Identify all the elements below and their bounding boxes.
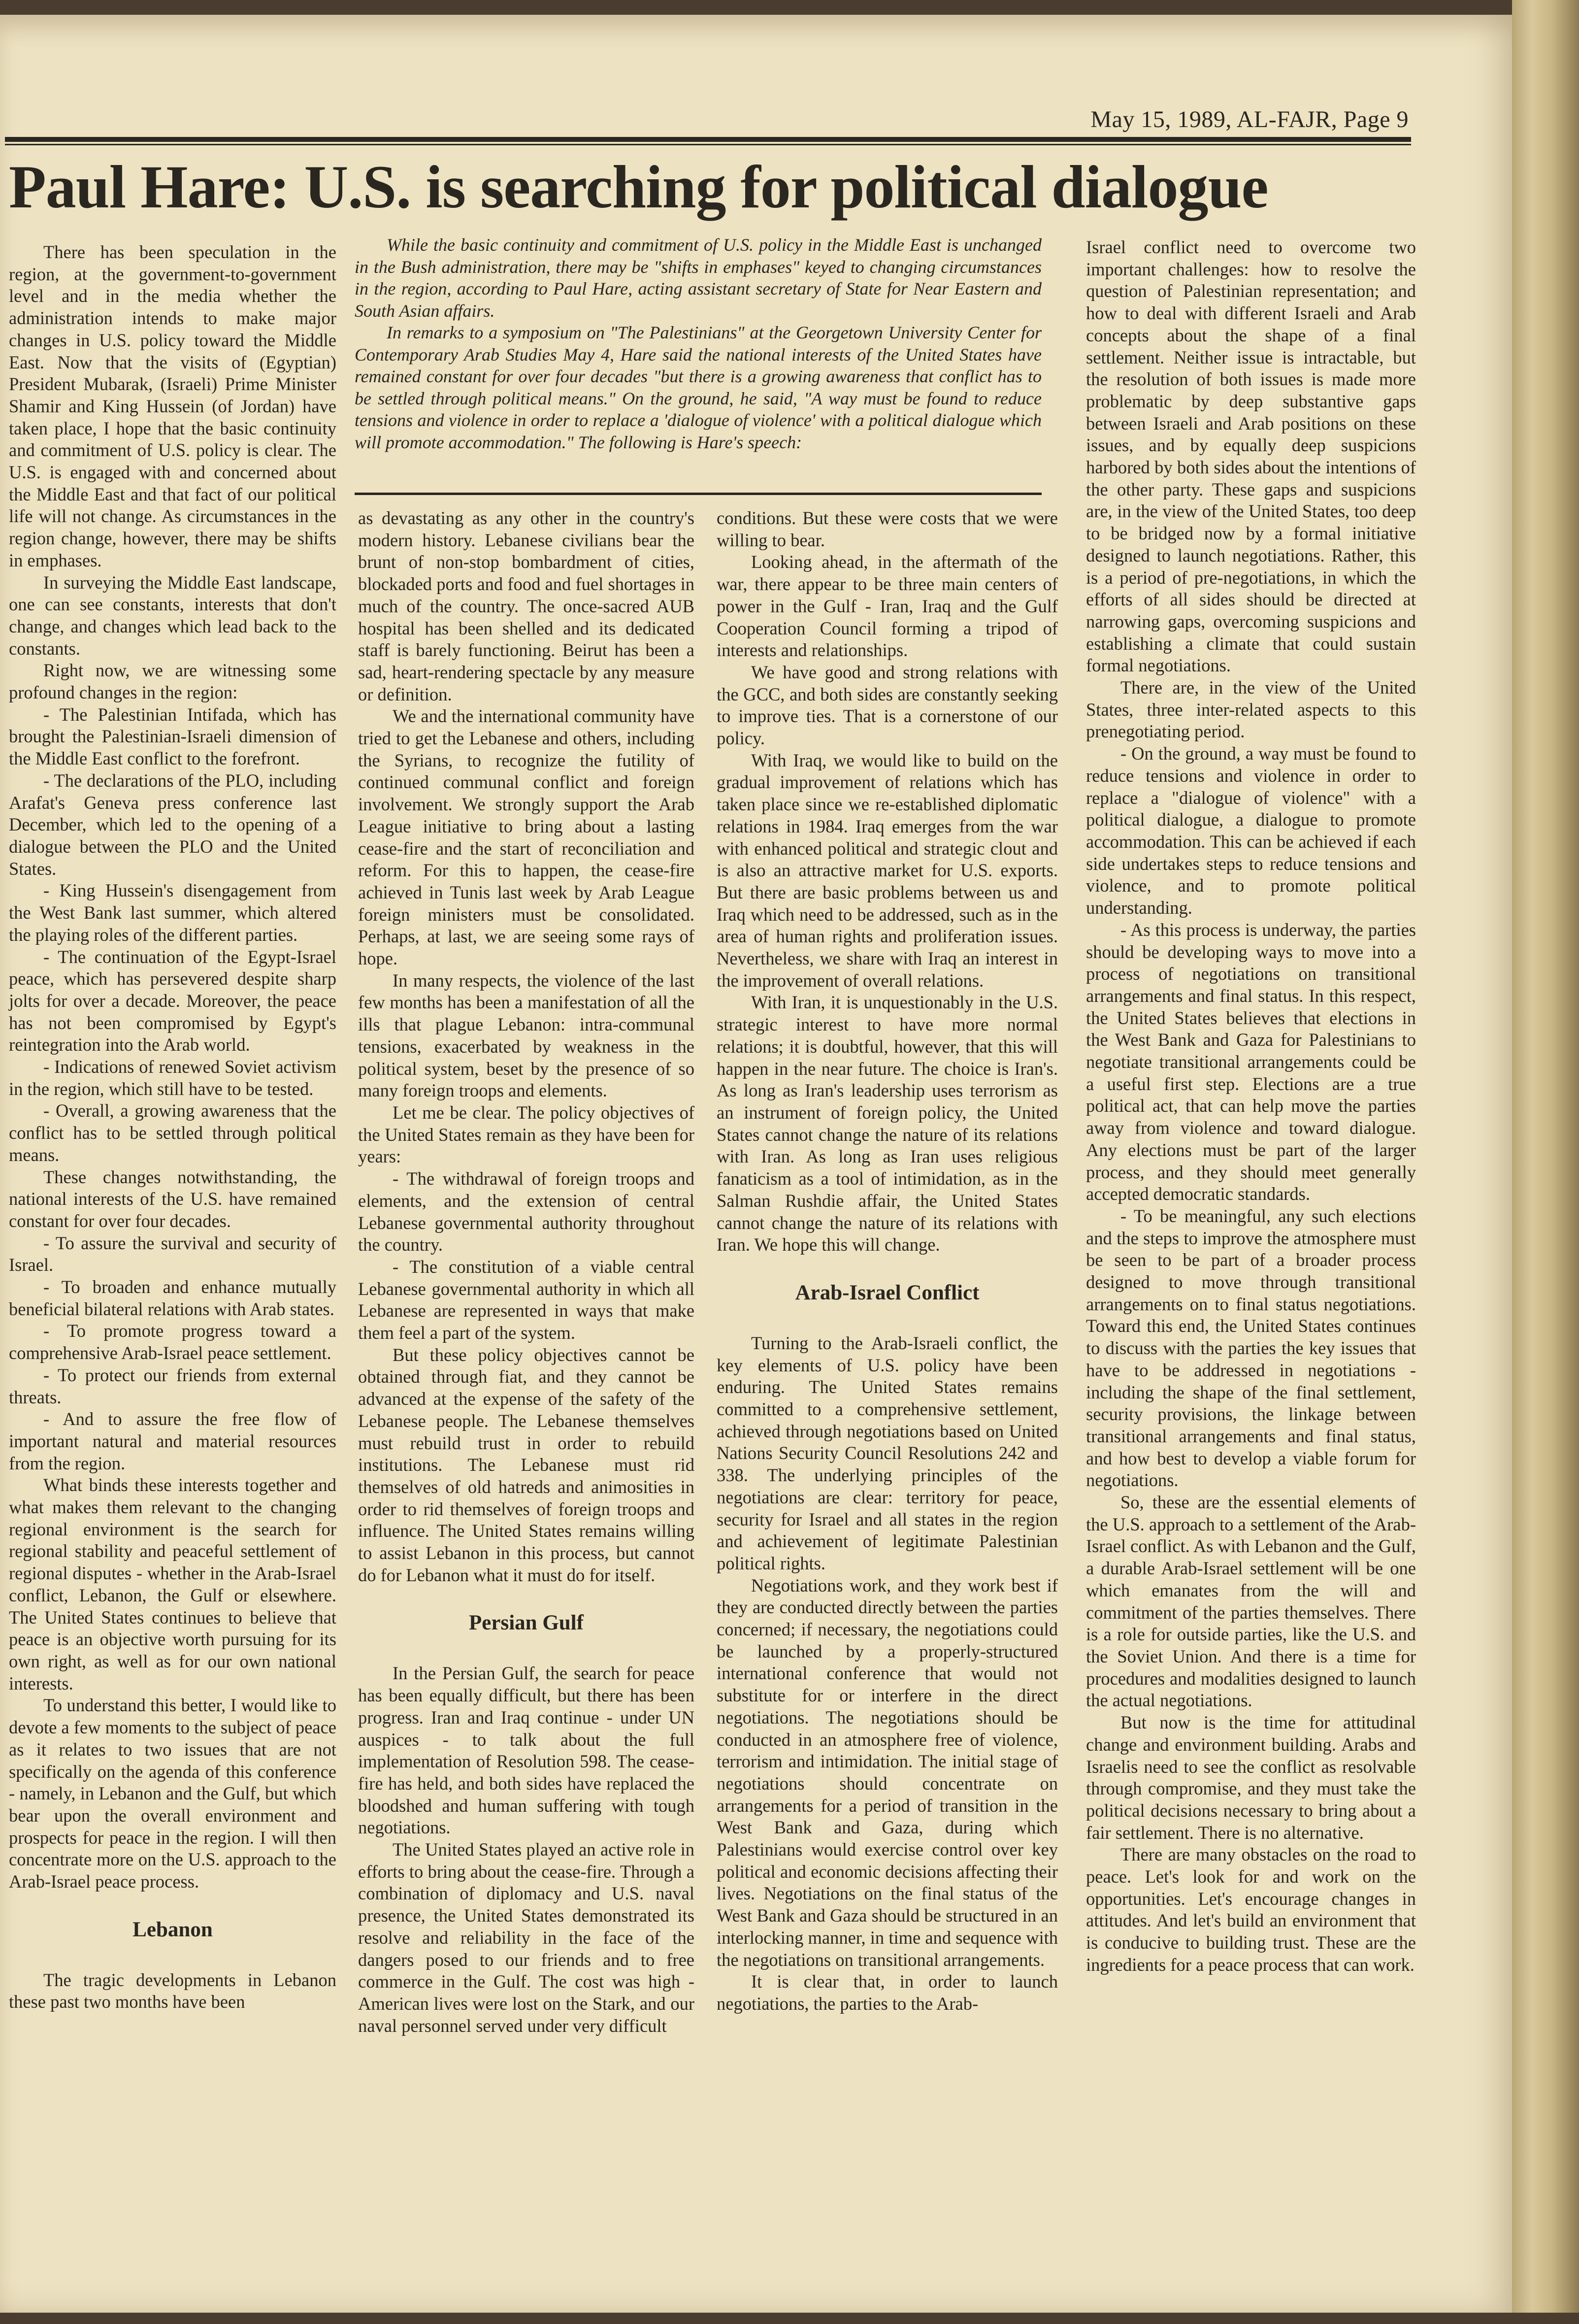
article-paragraph: - To assure the survival and security of Israel. bbox=[9, 1232, 336, 1275]
page-folio: May 15, 1989, AL-FAJR, Page 9 bbox=[1090, 106, 1409, 133]
section-heading: Arab-Israel Conflict bbox=[795, 1281, 980, 1304]
article-paragraph: With Iran, it is unquestionably in the U.S. strategic interest to have more normal relations; it is doubtful, however, that this will happen in the near future. The choice is Iran's. As long as Iran's leadership uses terrorism as an instrument of foreign policy, the United States cannot change the nature of its relations with Iran. As long as Iran uses religious fanaticism as a tool of intimidation, as in the Salman Rushdie affair, the United States cannot change the nature of its relations with Iran. We hope this will change. bbox=[717, 992, 1058, 1255]
headline: Paul Hare: U.S. is searching for political dialogue bbox=[9, 153, 1268, 221]
article-paragraph: Negotiations work, and they work best if they are conducted directly between the parties concerned; if necessary, the negotiations could be launched by a properly-structured international conference that would not substitute for or interfere in the direct negotiations. The negotiations should be conducted in an atmosphere free of violence, terrorism and intimidation. The initial stage of negotiations should concentrate on arrangements for a period of transition in the West Bank and Gaza, during which Palestinians would exercise control over key political and economic decisions affecting their lives. Negotiations on the final status of the West Bank and Gaza should be structured in an interlocking manner, in time and sequence with the negotiations on transitional arrangements. bbox=[717, 1575, 1058, 1970]
scan-bottom-edge bbox=[0, 2313, 1579, 2324]
article-paragraph: - To protect our friends from external threats. bbox=[9, 1364, 336, 1407]
article-paragraph: - The constitution of a viable central Lebanese governmental authority in which all Lebanese are represented in ways that make them feel a part of the system. bbox=[358, 1256, 694, 1343]
article-paragraph: - The continuation of the Egypt-Israel peace, which has persevered despite sharp jolts for over a decade. Moreover, the peace has not been compromised by Egypt's reintegration into the Arab world. bbox=[9, 946, 336, 1055]
article-paragraph: With Iraq, we would like to build on the gradual improvement of relations which has taken place since we re-established diplomatic relations in 1984. Iraq emerges from the war with enhanced political and strategic clout and is also an attractive market for U.S. exports. But there are basic problems between us and Iraq which need to be addressed, such as in the area of human rights and proliferation issues. Nevertheless, we share with Iraq an interest in the improvement of overall relations. bbox=[717, 750, 1058, 991]
article-paragraph: To understand this better, I would like to devote a few moments to the subject of peace as it relates to two issues that are not specifically on the agenda of this conference - namely, in Lebanon and the Gulf, but which bear upon the overall environment and prospects for peace in the region. I will then concentrate more on the U.S. approach to the Arab-Israel peace process. bbox=[9, 1695, 336, 1892]
section-heading: Lebanon bbox=[132, 1918, 213, 1941]
article-paragraph: - Indications of renewed Soviet activism in the region, which still have to be tested. bbox=[9, 1057, 336, 1099]
article-paragraph: These changes notwithstanding, the national interests of the U.S. have remained constant for over four decades. bbox=[9, 1166, 336, 1231]
article-paragraph: - As this process is underway, the parties should be developing ways to move into a process of negotiations on transitional arrangements and final status. In this respect, the United States believes that elections in the West Bank and Gaza for Palestinians to negotiate transitional arrangements could be a useful first step. Elections are a true political act, that can help move the parties away from violence and toward dialogue. Any elections must be part of the larger process, and they should meet generally accepted democratic standards. bbox=[1086, 919, 1416, 1204]
article-paragraph: There are many obstacles on the road to peace. Let's look for and work on the opportunities. Let's encourage changes in attitudes. And let's build an environment that is conducive to building trust. These are the ingredients for a peace process that can work. bbox=[1086, 1844, 1416, 1975]
article-paragraph: The tragic developments in Lebanon these past two months have been bbox=[9, 1969, 336, 2012]
intro-paragraph: In remarks to a symposium on "The Palestinians" at the Georgetown University Center for Contemporary Arab Studies May 4, Hare said the national interests of the United States have remained constant for over four decades "but there is a growing awareness that conflict has to be settled through political means." On the ground, he said, "A way must be found to reduce tensions and violence in order to replace a 'dialogue of violence' with a political dialogue which will promote accommodation." The following is Hare's speech: bbox=[355, 323, 1042, 452]
article-paragraph: There has been speculation in the region, at the government-to-government level and in the media whether the administration intends to make major changes in U.S. policy toward the Middle East. Now that the visits of (Egyptian) President Mubarak, (Israeli) Prime Minister Shamir and King Hussein (of Jordan) have taken place, I hope that the basic continuity and commitment of U.S. policy is clear. The U.S. is engaged with and concerned about the Middle East and that fact of our political life will not change. As circumstances in the region change, however, there may be shifts in emphases. bbox=[9, 242, 336, 570]
article-paragraph: So, these are the essential elements of the U.S. approach to a settlement of the Arab-Israel conflict. As with Lebanon and the Gulf, a durable Arab-Israel settlement will be one which emanates from the will and commitment of the parties themselves. There is a role for outside parties, like the U.S. and the Soviet Union. And there is a time for procedures and modalities designed to launch the actual negotiations. bbox=[1086, 1492, 1416, 1711]
column-4 bbox=[1086, 236, 1416, 1976]
article-paragraph: Israel conflict need to overcome two important challenges: how to resolve the question of Palestinian representation; and how to deal with different Israeli and Arab concepts about the shape of a final settlement. Neither issue is intractable, but the resolution of both issues is made more problematic by deep substantive gaps between Israeli and Arab positions on these issues, and by equally deep suspicions harbored by both sides about the intentions of the other party. These gaps and suspicions are, in the view of the United States, too deep to be bridged now by a formal initiative designed to launch negotiations. Rather, this is a period of pre-negotiations, in which the efforts of all sides should be directed at narrowing gaps, overcoming suspicions and establishing a climate that could sustain formal negotiations. bbox=[1086, 237, 1416, 676]
article-paragraph: - The withdrawal of foreign troops and elements, and the extension of central Lebanese governmental authority throughout the country. bbox=[358, 1168, 694, 1255]
scan-top-edge bbox=[0, 0, 1579, 15]
column-1 bbox=[9, 241, 336, 2013]
article-paragraph: - Overall, a growing awareness that the conflict has to be settled through political means. bbox=[9, 1100, 336, 1165]
article-paragraph: We have good and strong relations with the GCC, and both sides are constantly seeking to improve ties. That is a cornerstone of our policy. bbox=[717, 662, 1058, 749]
section-heading: Persian Gulf bbox=[469, 1611, 584, 1635]
header-rule-thin bbox=[5, 144, 1411, 145]
article-paragraph: It is clear that, in order to launch negotiations, the parties to the Arab- bbox=[717, 1971, 1058, 2014]
article-paragraph: But now is the time for attitudinal change and environment building. Arabs and Israelis need to see the conflict as resolvable through compromise, and they must take the political decisions necessary to bring about a fair settlement. There is no alternative. bbox=[1086, 1712, 1416, 1843]
header-rule bbox=[5, 137, 1411, 142]
column-3 bbox=[717, 507, 1058, 2015]
intro-deck bbox=[355, 234, 1042, 453]
article-paragraph: In many respects, the violence of the last few months has been a manifestation of all the ills that plague Lebanon: intra-communal tensions, exacerbated by weakness in the political system, beset by the presence of so many foreign troops and elements. bbox=[358, 970, 694, 1101]
article-paragraph: In surveying the Middle East landscape, one can see constants, interests that don't change, and changes which lead back to the constants. bbox=[9, 572, 336, 659]
article-paragraph: - King Hussein's disengagement from the West Bank last summer, which altered the playing roles of the different parties. bbox=[9, 880, 336, 945]
article-paragraph: Let me be clear. The policy objectives of the United States remain as they have been for years: bbox=[358, 1102, 694, 1167]
article-paragraph: - The declarations of the PLO, including Arafat's Geneva press conference last December, which led to the opening of a dialogue between the PLO and the United States. bbox=[9, 770, 336, 879]
article-paragraph: - On the ground, a way must be found to reduce tensions and violence in order to replace a "dialogue of violence" with a political dialogue, a dialogue to promote accommodation. This can be achieved if each side undertakes steps to reduce tensions and violence, and to promote political understanding. bbox=[1086, 743, 1416, 918]
article-paragraph: In the Persian Gulf, the search for peace has been equally difficult, but there has been progress. Iran and Iraq continue - under UN auspices - to talk about the full implementation of Resolution 598. The cease-fire has held, and both sides have replaced the bloodshed and human suffering with tough negotiations. bbox=[358, 1663, 694, 1838]
article-paragraph: - To promote progress toward a comprehensive Arab-Israel peace settlement. bbox=[9, 1321, 336, 1363]
article-paragraph: as devastating as any other in the country's modern history. Lebanese civilians bear the brunt of non-stop bombardment of cities, blockaded ports and food and fuel shortages in much of the country. The once-sacred AUB hospital has been shelled and its dedicated staff is barely functioning. Beirut has been a sad, heart-rendering spectacle by any measure or definition. bbox=[358, 508, 694, 704]
article-paragraph: Turning to the Arab-Israeli conflict, the key elements of U.S. policy have been enduring. The United States remains committed to a comprehensive settlement, achieved through negotiations based on United Nations Security Council Resolutions 242 and 338. The underlying principles of the negotiations are clear: territory for peace, security for Israel and all states in the region and achievement of legitimate Palestinian political rights. bbox=[717, 1332, 1058, 1573]
column-2 bbox=[358, 507, 694, 2037]
binding-edge bbox=[1512, 0, 1579, 2324]
intro-paragraph: While the basic continuity and commitment of U.S. policy in the Middle East is unchanged in the Bush administration, there may be "shifts in emphases" keyed to changing circumstances in the region, according to Paul Hare, acting assistant secretary of State for Near Eastern and South Asian affairs. bbox=[355, 235, 1042, 321]
article-paragraph: - The Palestinian Intifada, which has brought the Palestinian-Israeli dimension of the Middle East conflict to the forefront. bbox=[9, 704, 336, 769]
article-paragraph: But these policy objectives cannot be obtained through fiat, and they cannot be advanced at the expense of the safety of the Lebanese people. The Lebanese themselves must rebuild trust in order to rebuild institutions. The Lebanese must rid themselves of old hatreds and animosities in order to rid themselves of foreign troops and influence. The United States remains willing to assist Lebanon in this process, but cannot do for Lebanon what it must do for itself. bbox=[358, 1344, 694, 1585]
article-paragraph: - To be meaningful, any such elections and the steps to improve the atmosphere must be seen to be part of a broader process designed to move through transitional arrangements on to final status negotiations. Toward this end, the United States continues to discuss with the parties the key issues that have to be addressed in negotiations - including the shape of the final settlement, security provisions, the linkage between transitional arrangements and final status, and how best to develop a viable forum for negotiations. bbox=[1086, 1205, 1416, 1491]
article-paragraph: What binds these interests together and what makes them relevant to the changing regional environment is the search for regional stability and peaceful settlement of regional disputes - whether in the Arab-Israel conflict, Lebanon, the Gulf or elsewhere. The United States continues to believe that peace is an objective worth pursuing for its own right, as well as for our own national interests. bbox=[9, 1475, 336, 1693]
article-paragraph: Right now, we are witnessing some profound changes in the region: bbox=[9, 660, 336, 703]
article-paragraph: - And to assure the free flow of important natural and material resources from the region. bbox=[9, 1409, 336, 1473]
article-paragraph: conditions. But these were costs that we were willing to bear. bbox=[717, 508, 1058, 550]
article-paragraph: Looking ahead, in the aftermath of the war, there appear to be three main centers of power in the Gulf - Iran, Iraq and the Gulf Cooperation Council forming a tripod of interests and relationships. bbox=[717, 552, 1058, 661]
intro-rule bbox=[355, 493, 1042, 495]
article-paragraph: There are, in the view of the United States, three inter-related aspects to this prenegotiating period. bbox=[1086, 677, 1416, 742]
article-paragraph: We and the international community have tried to get the Lebanese and others, including the Syrians, to recognize the futility of continued communal conflict and foreign involvement. We strongly support the Arab League initiative to bring about a lasting cease-fire and the start of reconciliation and reform. For this to happen, the cease-fire achieved in Tunis last week by Arab League foreign ministers must be consolidated. Perhaps, at last, we are seeing some rays of hope. bbox=[358, 706, 694, 969]
article-paragraph: - To broaden and enhance mutually beneficial bilateral relations with Arab states. bbox=[9, 1277, 336, 1319]
article-paragraph: The United States played an active role in efforts to bring about the cease-fire. Through a combination of diplomacy and U.S. naval presence, the United States demonstrated its resolve and reliability in the face of the dangers posed to our friends and to free commerce in the Gulf. The cost was high - American lives were lost on the Stark, and our naval personnel served under very difficult bbox=[358, 1839, 694, 2036]
